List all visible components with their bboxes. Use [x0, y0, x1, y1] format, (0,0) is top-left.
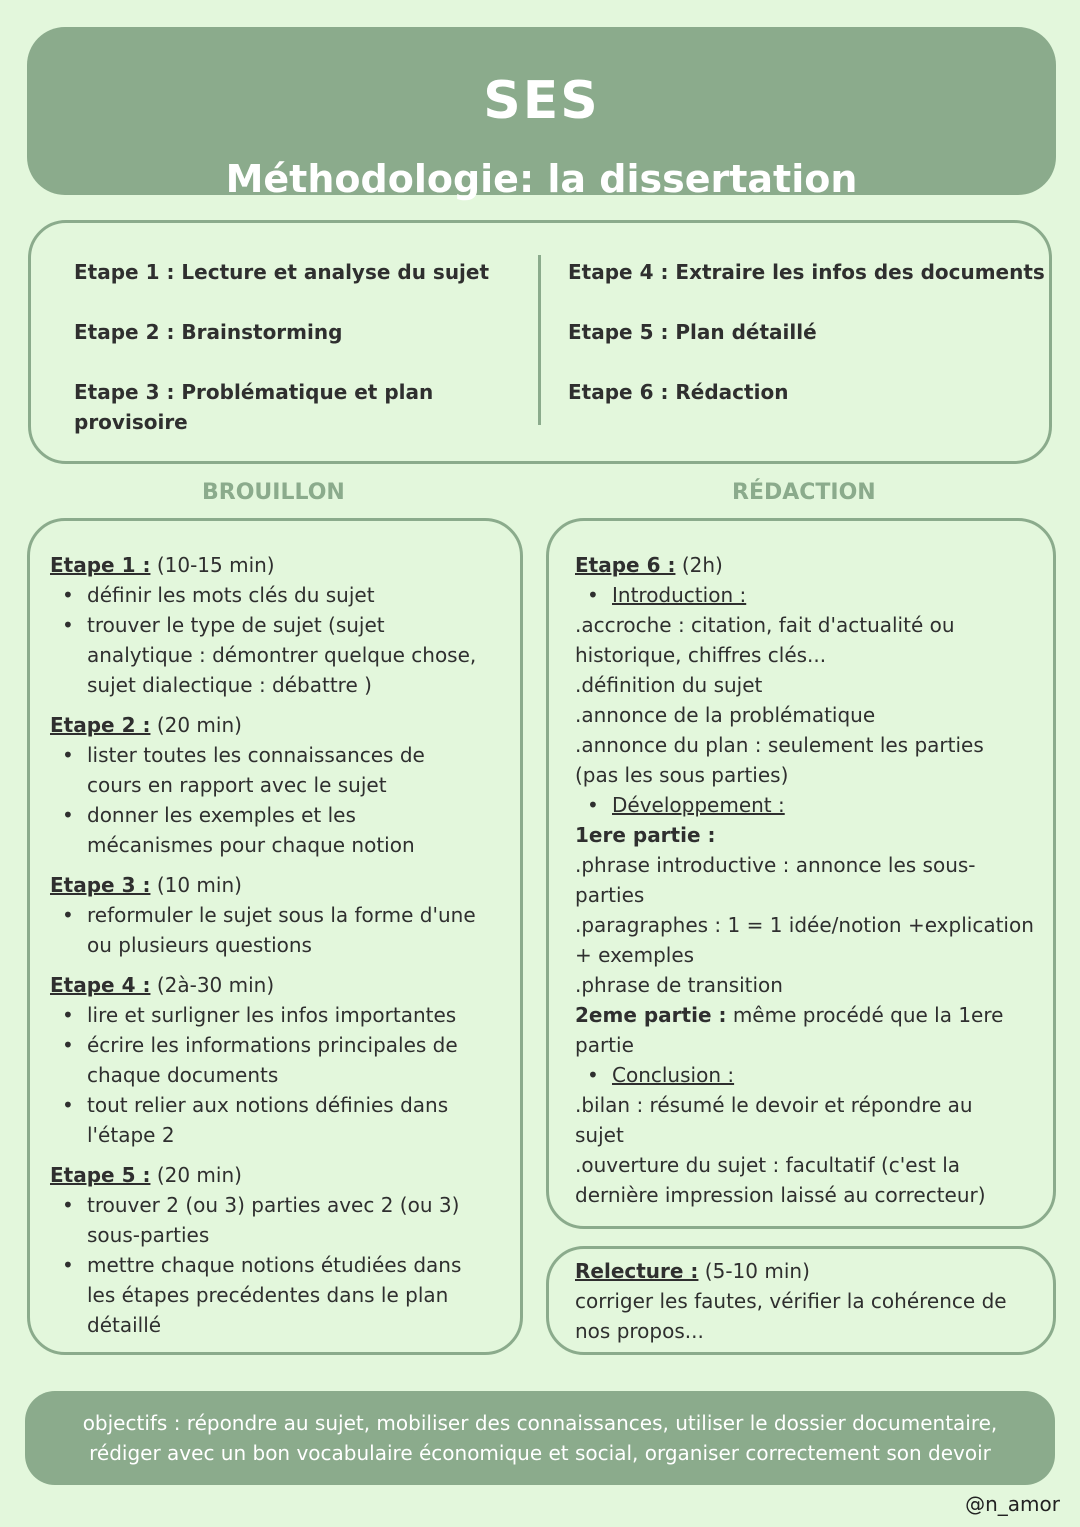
- steps-overview: [28, 220, 1052, 464]
- list-item: • lire et surligner les infos importantes: [50, 1000, 510, 1030]
- text-line: sujet: [575, 1123, 624, 1147]
- list-item-cont: les étapes precédentes dans le plan: [87, 1283, 449, 1307]
- list-item-cont: analytique : démontrer quelque chose,: [87, 643, 477, 667]
- text-line: .définition du sujet: [575, 673, 763, 697]
- list-item: • donner les exemples et les: [50, 800, 510, 830]
- list-item: • trouver 2 (ou 3) parties avec 2 (ou 3): [50, 1190, 510, 1220]
- text-line: corriger les fautes, vérifier la cohérence de: [575, 1289, 1007, 1313]
- etape3-heading: [50, 870, 510, 900]
- list-item: • lister toutes les connaissances de: [50, 740, 510, 770]
- text-line: partie: [575, 1033, 634, 1057]
- text-line: .annonce du plan : seulement les parties: [575, 733, 984, 757]
- redaction-heading: RÉDACTION: [732, 480, 876, 505]
- etape4-label: Etape 4 :: [50, 973, 151, 997]
- list-item-cont: sujet dialectique : débattre ): [87, 673, 372, 697]
- list-item-cont: ou plusieurs questions: [87, 933, 312, 957]
- list-item: • trouver le type de sujet (sujet: [50, 610, 510, 640]
- list-item-cont: mécanismes pour chaque notion: [87, 833, 415, 857]
- etape5-label: Etape 5 :: [50, 1163, 151, 1187]
- relecture-time: (5-10 min): [704, 1259, 810, 1283]
- etape6-label: Etape 6 :: [575, 553, 676, 577]
- relecture-content: [575, 1256, 1045, 1346]
- text-line: .ouverture du sujet : facultatif (c'est la: [575, 1153, 961, 1177]
- etape5-time: (20 min): [156, 1163, 242, 1187]
- step-1: Etape 1 : Lecture et analyse du sujet: [74, 260, 490, 284]
- developpement-heading: [575, 790, 1045, 820]
- step-4: Etape 4 : Extraire les infos des documents: [568, 260, 1045, 284]
- step-6: Etape 6 : Rédaction: [568, 380, 789, 404]
- etape2-heading: [50, 710, 510, 740]
- etape1-label: Etape 1 :: [50, 553, 151, 577]
- text-line: historique, chiffres clés...: [575, 643, 827, 667]
- text-line: dernière impression laissé au correcteur): [575, 1183, 986, 1207]
- page-subtitle: Méthodologie: la dissertation: [225, 157, 858, 201]
- etape1-time: (10-15 min): [156, 553, 275, 577]
- introduction-heading: [575, 580, 1045, 610]
- developpement-label: Développement :: [612, 793, 785, 817]
- text-line: .annonce de la problématique: [575, 703, 876, 727]
- etape6-heading: [575, 550, 1045, 580]
- list-item-cont: chaque documents: [87, 1063, 279, 1087]
- list-item-cont: l'étape 2: [87, 1123, 175, 1147]
- step-2: Etape 2 : Brainstorming: [74, 320, 343, 344]
- redaction-content: [575, 550, 1045, 1210]
- brouillon-content: [50, 550, 510, 1340]
- partie2-label: 2eme partie :: [575, 1003, 727, 1027]
- etape3-time: (10 min): [156, 873, 242, 897]
- partie2-line: [575, 1000, 1045, 1030]
- text-line: parties: [575, 883, 645, 907]
- text-line: .bilan : résumé le devoir et répondre au: [575, 1093, 973, 1117]
- objectives-banner: [25, 1391, 1055, 1485]
- steps-divider: [538, 255, 541, 425]
- etape4-heading: [50, 970, 510, 1000]
- title-banner: [27, 27, 1056, 201]
- text-line: (pas les sous parties): [575, 763, 789, 787]
- list-item: • écrire les informations principales de: [50, 1030, 510, 1060]
- text-line: .phrase de transition: [575, 973, 783, 997]
- list-item: • reformuler le sujet sous la forme d'une: [50, 900, 510, 930]
- page-title: SES: [483, 71, 600, 131]
- list-item-cont: cours en rapport avec le sujet: [87, 773, 387, 797]
- partie2-text: même procédé que la 1ere: [732, 1003, 1004, 1027]
- objectives-line-2: rédiger avec un bon vocabulaire économique et social, organiser correctement son devoir: [89, 1441, 991, 1465]
- conclusion-heading: [575, 1060, 1045, 1090]
- text-line: .phrase introductive : annonce les sous-: [575, 853, 976, 877]
- list-item-cont: détaillé: [87, 1313, 162, 1337]
- conclusion-label: Conclusion :: [612, 1063, 735, 1087]
- objectives-line-1: objectifs : répondre au sujet, mobiliser des connaissances, utiliser le dossier documentaire,: [82, 1411, 998, 1435]
- relecture-heading: [575, 1256, 1045, 1286]
- author-handle: @n_amor: [965, 1492, 1060, 1516]
- text-line: .paragraphes : 1 = 1 idée/notion +explication: [575, 913, 1034, 937]
- brouillon-heading: BROUILLON: [202, 480, 345, 505]
- text-line: nos propos...: [575, 1319, 704, 1343]
- step-5: Etape 5 : Plan détaillé: [568, 320, 817, 344]
- relecture-label: Relecture :: [575, 1259, 699, 1283]
- text-line: + exemples: [575, 943, 695, 967]
- step-3: Etape 3 : Problématique et plan provisoire: [74, 380, 434, 434]
- etape2-label: Etape 2 :: [50, 713, 151, 737]
- etape4-time: (2à-30 min): [156, 973, 275, 997]
- list-item: • mettre chaque notions étudiées dans: [50, 1250, 510, 1280]
- etape2-time: (20 min): [156, 713, 242, 737]
- text-line: .accroche : citation, fait d'actualité ou: [575, 613, 955, 637]
- etape3-label: Etape 3 :: [50, 873, 151, 897]
- list-item: • tout relier aux notions définies dans: [50, 1090, 510, 1120]
- partie1-label: 1ere partie :: [575, 823, 716, 847]
- introduction-label: Introduction :: [612, 583, 747, 607]
- list-item-cont: sous-parties: [87, 1223, 210, 1247]
- etape5-heading: [50, 1160, 510, 1190]
- etape6-time: (2h): [681, 553, 723, 577]
- list-item: • définir les mots clés du sujet: [50, 580, 510, 610]
- etape1-heading: [50, 550, 510, 580]
